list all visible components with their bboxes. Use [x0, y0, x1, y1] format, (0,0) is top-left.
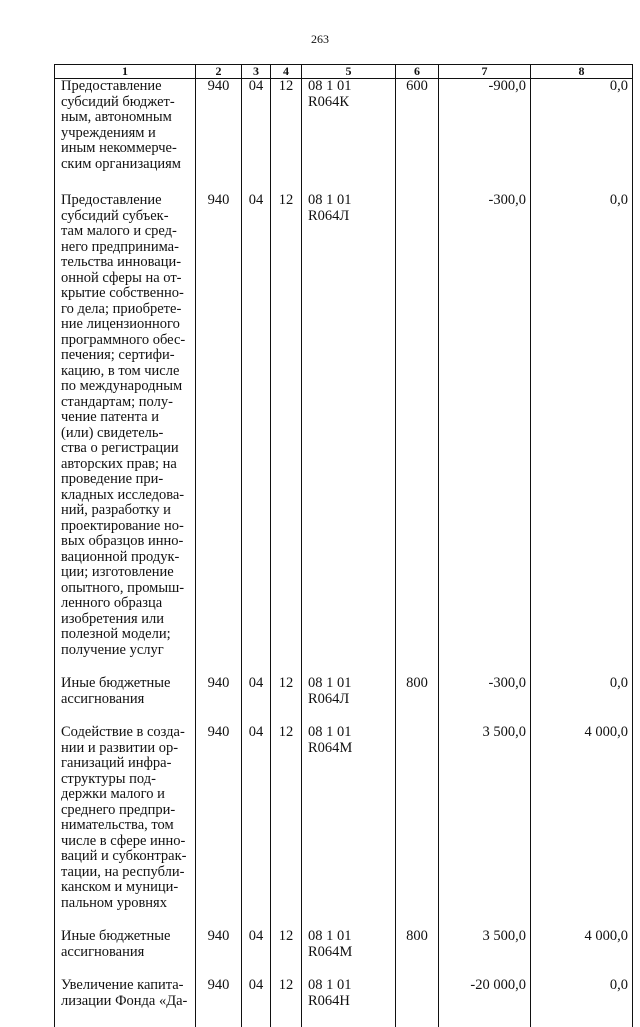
expense-name-line: среднего предпри-	[61, 803, 193, 819]
column-header-5: 5	[302, 65, 396, 79]
section-code-cell: 04	[242, 190, 271, 676]
expense-name-line: него предпринима-	[61, 240, 193, 256]
expense-name-line: Предоставление	[61, 193, 193, 209]
column-header-1: 1	[55, 65, 196, 79]
expense-name-line: го дела; приобрете-	[61, 302, 193, 318]
expense-name-line: субсидий бюджет-	[61, 95, 193, 111]
expense-name-line: субсидий субъек-	[61, 209, 193, 225]
expense-name-line: вых образцов инно-	[61, 534, 193, 550]
section-code-cell: 04	[242, 676, 271, 725]
expense-name-line: Иные бюджетные	[61, 929, 193, 945]
column-header-8: 8	[531, 65, 633, 79]
section-code-cell: 04	[242, 725, 271, 929]
subsection-code-cell: 12	[271, 190, 302, 676]
admin-code-cell: 940	[196, 725, 242, 929]
target-article-line: 08 1 01	[308, 193, 395, 209]
expense-name-line: онной сферы на от-	[61, 271, 193, 287]
amount-year2-cell: 0,0	[531, 190, 633, 676]
expense-name-cell	[55, 190, 196, 676]
target-article-cell	[302, 725, 396, 929]
table-row	[55, 79, 633, 191]
expense-name-line: ассигнования	[61, 692, 193, 708]
expense-name-cell	[55, 978, 196, 1027]
target-article-cell	[302, 190, 396, 676]
target-article-line: 08 1 01	[308, 725, 395, 741]
expense-name-line: ганизаций инфра-	[61, 756, 193, 772]
expense-name-line: получение услуг	[61, 643, 193, 659]
expense-name-line: там малого и сред-	[61, 224, 193, 240]
expense-type-cell	[396, 725, 439, 929]
expense-name-line: ний, разработку и	[61, 503, 193, 519]
expense-type-cell	[396, 190, 439, 676]
target-article-line: R064М	[308, 741, 395, 757]
column-header-6: 6	[396, 65, 439, 79]
expense-name-line: числе в сфере инно-	[61, 834, 193, 850]
section-code-cell: 04	[242, 79, 271, 191]
target-article-line: R064Л	[308, 692, 395, 708]
expense-name-line: проведение при-	[61, 472, 193, 488]
amount-year2-cell: 0,0	[531, 978, 633, 1027]
expense-name-line: кацию, в том числе	[61, 364, 193, 380]
subsection-code-cell: 12	[271, 79, 302, 191]
expense-type-cell	[396, 978, 439, 1027]
target-article-cell	[302, 978, 396, 1027]
column-header-7: 7	[439, 65, 531, 79]
table-body	[55, 79, 633, 1027]
expense-name-line: ваций и субконтрак-	[61, 849, 193, 865]
target-article-line: 08 1 01	[308, 978, 395, 994]
page-number: 263	[0, 32, 640, 47]
expense-name-line: Иные бюджетные	[61, 676, 193, 692]
target-article-cell	[302, 676, 396, 725]
expense-name-line: авторских прав; на	[61, 457, 193, 473]
expense-name-line: иным некоммерче-	[61, 141, 193, 157]
expense-type-cell: 600	[396, 79, 439, 191]
target-article-line: R064К	[308, 95, 395, 111]
amount-year1-cell: -900,0	[439, 79, 531, 191]
subsection-code-cell: 12	[271, 978, 302, 1027]
admin-code-cell: 940	[196, 978, 242, 1027]
table-row	[55, 725, 633, 929]
table-row	[55, 929, 633, 978]
expense-name-line: ным, автономным	[61, 110, 193, 126]
expense-name-line: стандартам; полу-	[61, 395, 193, 411]
table-header-row	[55, 65, 633, 79]
amount-year1-cell: -300,0	[439, 190, 531, 676]
expense-name-line: полезной модели;	[61, 627, 193, 643]
amount-year1-cell: -20 000,0	[439, 978, 531, 1027]
target-article-line: 08 1 01	[308, 676, 395, 692]
expense-name-line: ства о регистрации	[61, 441, 193, 457]
column-header-3: 3	[242, 65, 271, 79]
amount-year2-cell: 0,0	[531, 676, 633, 725]
expense-name-line: ленного образца	[61, 596, 193, 612]
target-article-line: 08 1 01	[308, 929, 395, 945]
target-article-line: R064М	[308, 945, 395, 961]
expense-name-line: Увеличение капита-	[61, 978, 193, 994]
expense-name-line: программного обес-	[61, 333, 193, 349]
subsection-code-cell: 12	[271, 725, 302, 929]
budget-table	[54, 64, 633, 1027]
column-header-2: 2	[196, 65, 242, 79]
section-code-cell: 04	[242, 929, 271, 978]
table-row	[55, 978, 633, 1027]
expense-name-cell	[55, 676, 196, 725]
expense-name-line: вационной продук-	[61, 550, 193, 566]
admin-code-cell: 940	[196, 929, 242, 978]
expense-name-cell	[55, 79, 196, 191]
target-article-cell	[302, 929, 396, 978]
expense-name-line: структуры под-	[61, 772, 193, 788]
expense-name-line: пальном уровнях	[61, 896, 193, 912]
expense-name-line: тельства инноваци-	[61, 255, 193, 271]
expense-name-line: тации, на республи-	[61, 865, 193, 881]
expense-name-line: канском и муници-	[61, 880, 193, 896]
target-article-line: R064Н	[308, 994, 395, 1010]
subsection-code-cell: 12	[271, 676, 302, 725]
amount-year2-cell: 4 000,0	[531, 929, 633, 978]
expense-name-line: ние лицензионного	[61, 317, 193, 333]
amount-year2-cell: 4 000,0	[531, 725, 633, 929]
table-row	[55, 676, 633, 725]
section-code-cell: 04	[242, 978, 271, 1027]
expense-type-cell: 800	[396, 676, 439, 725]
expense-name-line: ским организациям	[61, 157, 193, 173]
expense-name-line: проектирование но-	[61, 519, 193, 535]
admin-code-cell: 940	[196, 676, 242, 725]
expense-name-line: нии и развитии ор-	[61, 741, 193, 757]
expense-name-line: Предоставление	[61, 79, 193, 95]
expense-name-line: чение патента и	[61, 410, 193, 426]
target-article-line: R064Л	[308, 209, 395, 225]
admin-code-cell: 940	[196, 190, 242, 676]
expense-name-line: по международным	[61, 379, 193, 395]
column-header-4: 4	[271, 65, 302, 79]
expense-name-cell	[55, 725, 196, 929]
expense-name-line: ции; изготовление	[61, 565, 193, 581]
amount-year1-cell: 3 500,0	[439, 725, 531, 929]
admin-code-cell: 940	[196, 79, 242, 191]
subsection-code-cell: 12	[271, 929, 302, 978]
expense-name-line: Содействие в созда-	[61, 725, 193, 741]
expense-name-line: ассигнования	[61, 945, 193, 961]
expense-name-line: изобретения или	[61, 612, 193, 628]
amount-year1-cell: -300,0	[439, 676, 531, 725]
expense-name-line: опытного, промыш-	[61, 581, 193, 597]
expense-name-line: нимательства, том	[61, 818, 193, 834]
target-article-line: 08 1 01	[308, 79, 395, 95]
expense-name-line: печения; сертифи-	[61, 348, 193, 364]
table-row	[55, 190, 633, 676]
amount-year2-cell: 0,0	[531, 79, 633, 191]
expense-name-line: учреждениям и	[61, 126, 193, 142]
amount-year1-cell: 3 500,0	[439, 929, 531, 978]
expense-name-line: крытие собственно-	[61, 286, 193, 302]
expense-name-line: держки малого и	[61, 787, 193, 803]
expense-name-cell	[55, 929, 196, 978]
expense-name-line: лизации Фонда «Да-	[61, 994, 193, 1010]
expense-type-cell: 800	[396, 929, 439, 978]
expense-name-line: (или) свидетель-	[61, 426, 193, 442]
target-article-cell	[302, 79, 396, 191]
expense-name-line: кладных исследова-	[61, 488, 193, 504]
